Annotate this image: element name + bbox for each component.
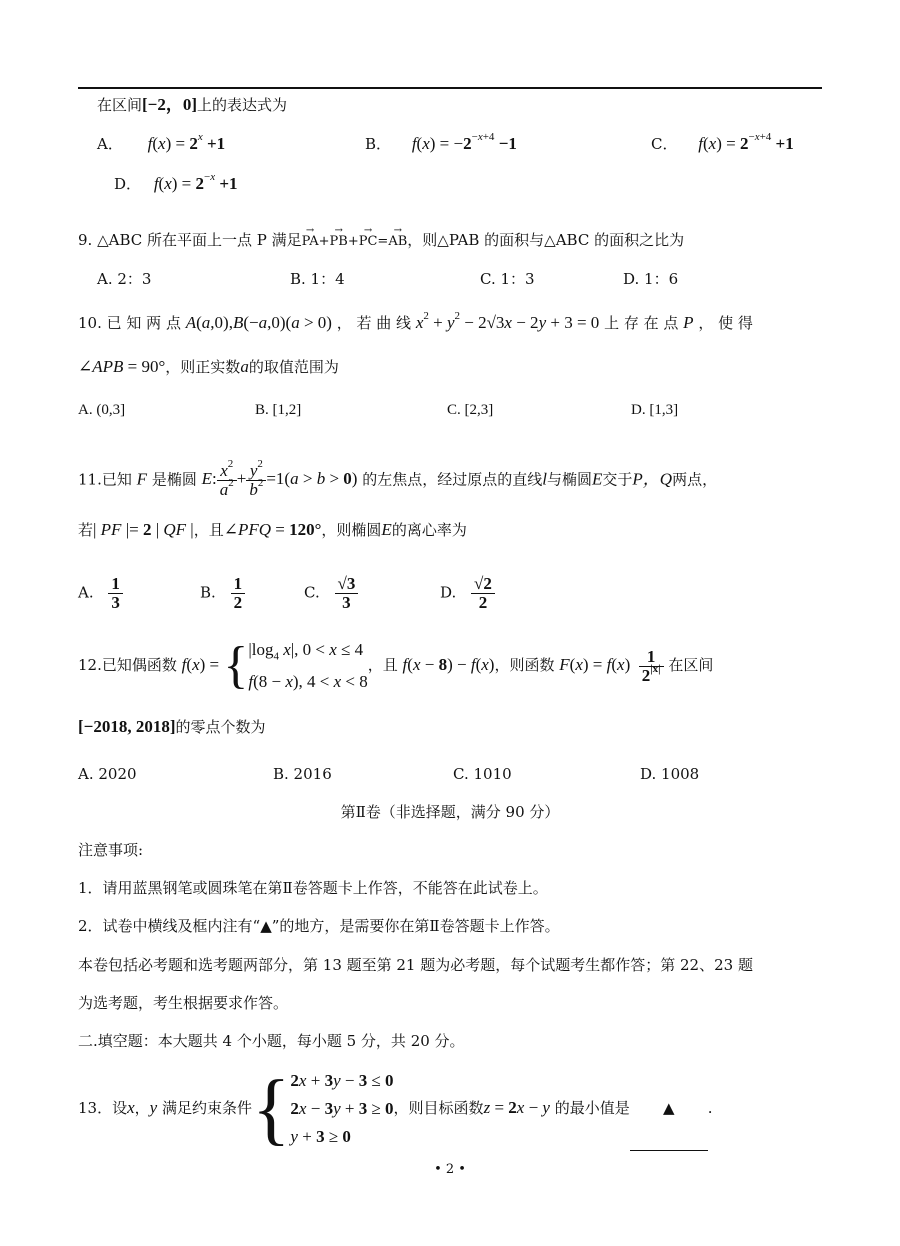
q11-option-b-value: $\frac{1}{2}$ <box>231 575 246 612</box>
q8-option-c-expr: $f(x) = 2^{-x+4} +1$ <box>698 131 794 153</box>
q13-text: 的最小值是 <box>554 1099 630 1117</box>
q8-interval: [−2，0] <box>142 95 198 114</box>
q8-option-d <box>114 171 238 194</box>
q12-interval: [−2018, 2018] <box>78 717 176 736</box>
q12-stem-line2 <box>78 717 266 737</box>
q13-var-y: y <box>149 1098 158 1117</box>
q9-option-a: A. 2：3 <box>97 270 152 288</box>
q10-text: ， 使 得 <box>698 314 753 332</box>
q10-stem-line1 <box>78 310 753 333</box>
q12-piecewise-function: f(x) = { $|\log_4$ x|, 0 < x ≤ 4 f(8 − x), 4 < x < 8 <box>181 637 368 695</box>
q10-text: 的取值范围为 <box>248 358 339 376</box>
q10-text: 已 知 两 点 <box>106 314 181 332</box>
q9-option-b: B. 1：4 <box>290 270 345 288</box>
q11-text: ，则椭圆 <box>321 521 382 539</box>
q10-text: 上 存 在 点 <box>604 314 679 332</box>
q9-vector-equation: → PA+→ PB+→ PC=→ AB <box>302 234 408 249</box>
q12-condition: f(x − 8) − f(x) <box>402 655 495 675</box>
q12-text: 在区间 <box>668 656 714 675</box>
q9-text: △ABC 所在平面上一点 P 满足 <box>97 231 302 249</box>
q11-var-f: F <box>136 469 148 489</box>
q13-objective: z = 2x − y <box>483 1098 550 1117</box>
q10-curve-equation: $x^2 + y^2 - 2√3x - 2y + 3 = 0$ <box>415 310 600 332</box>
q12-text: ，且 <box>367 656 398 675</box>
question-number: 10. <box>78 314 102 332</box>
q10-option-d: D. [1,3] <box>631 402 679 418</box>
option-label: A. <box>78 583 94 602</box>
q13-text: ， <box>134 1099 150 1117</box>
q11-text: 两点， <box>672 470 718 489</box>
q11-text: ，且 <box>193 521 224 539</box>
q9-option-d: D. 1：6 <box>623 270 679 288</box>
q12-option-a: A. 2020 <box>78 765 137 783</box>
q11-option-a-value: $\frac{1}{3}$ <box>108 575 123 612</box>
q10-var-a: a <box>240 357 249 376</box>
option-label: B． <box>365 135 392 153</box>
q9-option-c: C. 1：3 <box>480 270 535 288</box>
q12-option-d: D. 1008 <box>640 765 700 783</box>
q13-text: ，则目标函数 <box>393 1099 484 1117</box>
q13-text: 设 <box>112 1099 128 1117</box>
section-title: 第Ⅱ卷（非选择题，满分 90 分） <box>340 803 560 821</box>
q11-angle: ∠PFQ = 120° <box>223 520 322 539</box>
section-paragraph-line2: 为选考题，考生根据要求作答。 <box>78 994 289 1012</box>
option-label: C． <box>651 135 678 153</box>
q13-stem <box>78 1065 713 1154</box>
option-label: B. <box>200 583 216 602</box>
q10-option-a: A. (0,3] <box>78 402 126 418</box>
q11-text: 的左焦点，经过原点的直线 <box>362 470 543 489</box>
q12-text: ，则函数 <box>494 656 555 675</box>
q11-option-d-value: $\frac{√2}{2}$ <box>471 575 495 612</box>
option-label: C. <box>304 583 320 602</box>
q11-option-b <box>200 575 245 612</box>
q12-option-b: B. 2016 <box>273 765 332 783</box>
q10-points: A(a,0),B(−a,0)(a > 0) <box>185 313 332 332</box>
q13-end: . <box>707 1099 713 1117</box>
q11-option-a <box>78 575 123 612</box>
q11-points: P，Q <box>632 469 673 489</box>
q10-text: ， 若 曲 线 <box>336 314 412 332</box>
q8-option-a <box>97 131 226 154</box>
q8-option-c <box>651 131 794 154</box>
q11-option-c <box>304 575 358 612</box>
q11-var-e: E <box>592 469 603 489</box>
q13-text: 满足约束条件 <box>162 1099 253 1117</box>
question-number: 12. <box>78 656 102 675</box>
q13-var-x: x <box>127 1098 135 1117</box>
q8-option-d-expr: $f(x) = 2^{-x} +1$ <box>153 171 238 193</box>
q11-ellipse-equation: E: $\frac{x^2}{a^2}$ + $\frac{y^2}{b^2}$ =1(a > b > 0) <box>201 458 358 499</box>
q12-option-c: C. 1010 <box>453 765 512 783</box>
q12-text: 的零点个数为 <box>175 718 266 736</box>
q8-option-a-expr: $f(x) = 2^x +1$ <box>147 131 226 153</box>
q12-function-f: F(x) = f(x) $\frac{1}{2^{|x|}}$ <box>559 655 663 674</box>
q11-text: 是椭圆 <box>151 470 197 489</box>
q11-stem-line1 <box>78 458 718 499</box>
q11-option-d <box>440 575 495 612</box>
question-number: 11. <box>78 470 102 489</box>
answer-blank[interactable] <box>630 1066 708 1151</box>
q11-text: 交于 <box>602 470 633 489</box>
q10-text: ，则正实数 <box>165 358 241 376</box>
question-number: 13． <box>78 1099 113 1117</box>
option-label: D． <box>114 175 142 193</box>
q8-text: 在区间 <box>97 96 143 114</box>
q9-text-tail: ，则△PAB 的面积与△ABC 的面积之比为 <box>407 231 685 249</box>
q8-option-b <box>365 131 517 154</box>
notes-title: 注意事项: <box>78 841 144 859</box>
q10-point-p: P <box>683 313 694 332</box>
q11-text: 的离心率为 <box>391 521 467 539</box>
option-label: D. <box>440 583 457 602</box>
answer-marker: ▲ <box>662 1099 675 1117</box>
q11-text: 已知 <box>101 470 132 489</box>
note-2: 2．试卷中横线及框内注有“▲”的地方，是需要你在第Ⅱ卷答题卡上作答。 <box>78 917 560 935</box>
q11-var-e2: E <box>381 520 392 539</box>
q12-stem-line1 <box>78 637 713 693</box>
q8-option-b-expr: $f(x) = -2^{-x+4} -1$ <box>411 131 517 153</box>
page-number: • 2 • <box>434 1162 466 1177</box>
q11-stem-line2 <box>78 520 467 540</box>
q11-text: 与椭圆 <box>546 470 592 489</box>
option-label: A． <box>97 135 123 153</box>
q10-angle: ∠APB = 90° <box>78 357 166 376</box>
q11-condition: | PF |= 2 | QF | <box>93 520 194 539</box>
note-1: 1．请用蓝黑钢笔或圆珠笔在第Ⅱ卷答题卡上作答，不能答在此试卷上。 <box>78 879 548 897</box>
q11-text: 若 <box>78 521 94 539</box>
q13-constraints: { 2x + 3y − 3 ≤ 0 2x − 3y + 3 ≥ 0 y + 3 ≥ 0 <box>252 1065 394 1154</box>
q12-text: 已知偶函数 <box>101 656 177 675</box>
q9-stem <box>78 230 684 252</box>
section-paragraph-line1: 本卷包括必考题和选考题两部分，第 13 题至第 21 题为必考题，每个试题考生都作答；第 22、23 题 <box>78 956 753 974</box>
q8-text-tail: 上的表达式为 <box>197 96 288 114</box>
q11-var-l: l <box>542 469 547 489</box>
question-number: 9. <box>78 231 93 249</box>
q8-continuation <box>97 95 287 115</box>
q10-stem-line2 <box>78 357 339 377</box>
fill-in-section-title: 二.填空题：本大题共 4 个小题，每小题 5 分，共 20 分。 <box>78 1032 465 1050</box>
q10-option-b: B. [1,2] <box>255 402 302 418</box>
q10-option-c: C. [2,3] <box>447 402 494 418</box>
q11-option-c-value: $\frac{√3}{3}$ <box>335 575 359 612</box>
header-rule <box>78 87 822 89</box>
